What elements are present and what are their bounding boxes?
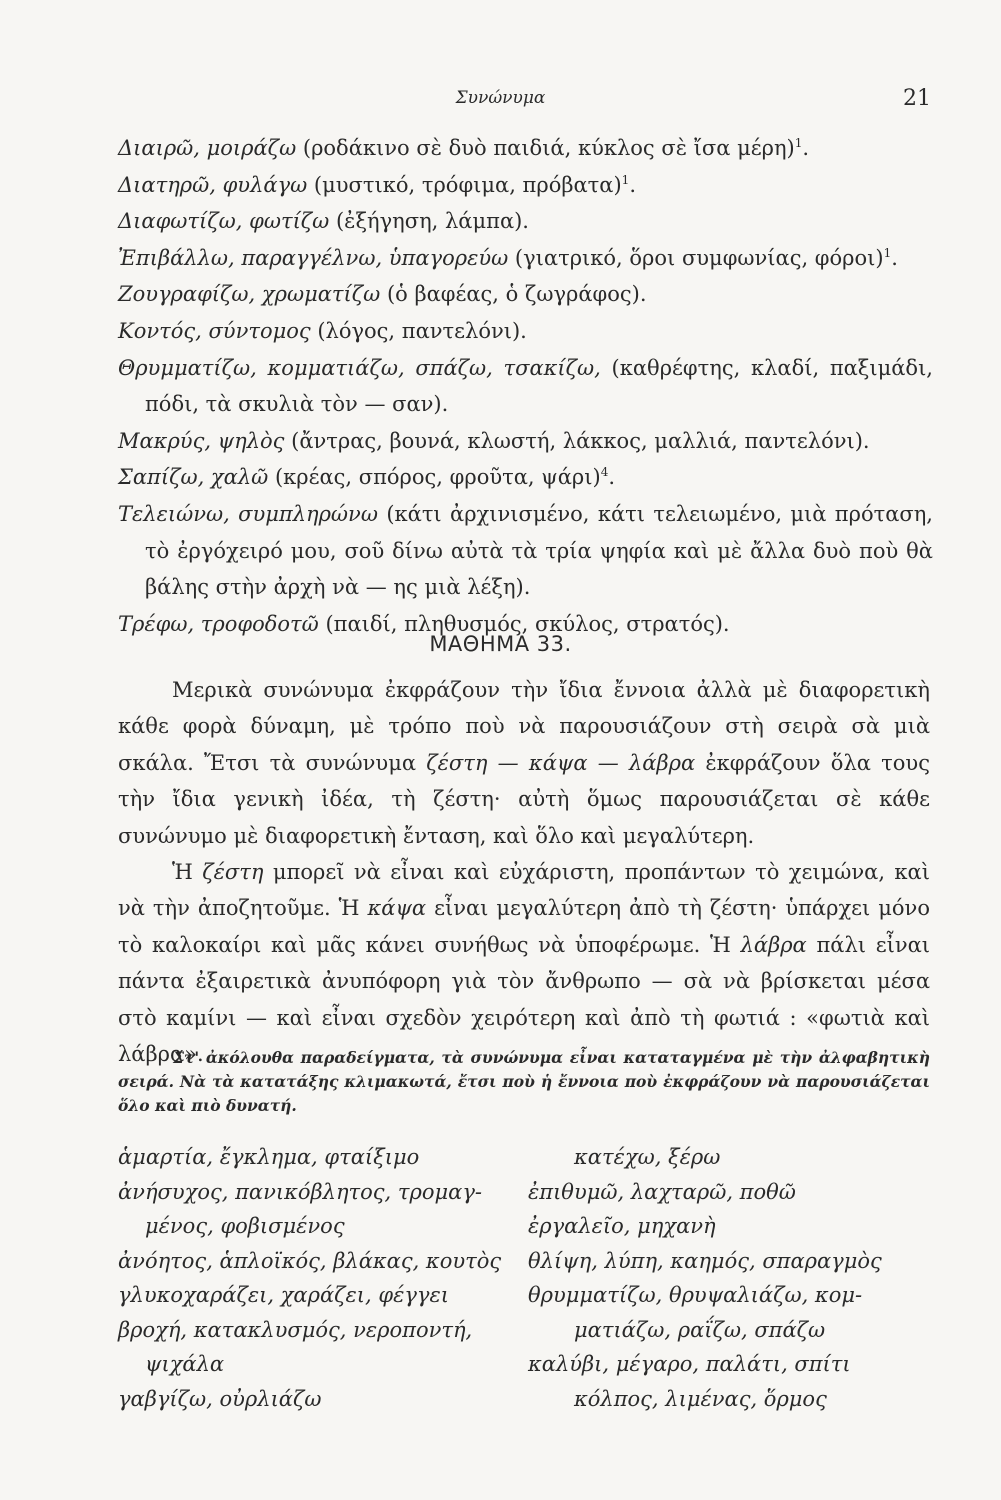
word-group: θλίψη, λύπη, καημός, σπαραγμὸς <box>528 1248 882 1273</box>
synonym-entry: Τρέφω, τροφοδοτῶ (παιδί, πληθυσμός, σκύλος, στρατός). <box>118 611 730 636</box>
lesson-paragraph: Μερικὰ συνώνυμα ἐκφράζουν τὴν ἴδια ἔννοια ἀλλὰ μὲ διαφορετικὴ κάθε φορὰ δύναμη, μὲ τρόπο ποὺ νὰ παρουσιάζουν στὴ σειρὰ σὰ μιὰ σκάλα. Ἔτσι τὰ συνώνυμα ζέστη — κάψα — λάβρα ἐκφράζουν ὅλα τους τὴν ἴδια γενικὴ ἰδέα, τὴ ζέστη· αὐτὴ ὅμως παρουσιάζεται σὲ κάθε συνώνυμο μὲ διαφορετικὴ ἔνταση, καὶ ὅλο καὶ μεγαλύτερη. <box>118 678 930 848</box>
word-group: κατέχω, ξέρω <box>574 1145 721 1169</box>
word-group: ἁμαρτία, ἔγκλημα, φταίξιμο <box>118 1145 420 1169</box>
synonym-entry: Μακρύς, ψηλὸς (ἄντρας, βουνά, κλωστή, λάκκος, μαλλιά, παντελόνι). <box>118 428 870 453</box>
synonym-entry: Διαιρῶ, μοιράζω (ροδάκινο σὲ δυὸ παιδιά, κύκλος σὲ ἴσα μέρη)$^1$. <box>118 136 810 160</box>
synonym-entry: Διαφωτίζω, φωτίζω (ἐξήγηση, λάμπα). <box>118 209 529 234</box>
lesson-body <box>118 672 930 1072</box>
running-title: Συνώνυμα <box>455 88 546 108</box>
word-group: καλύβι, μέγαρο, παλάτι, σπίτι <box>528 1352 851 1376</box>
synonym-entry: Σαπίζω, χαλῶ (κρέας, σπόρος, φροῦτα, ψάρι)$^4$. <box>118 465 616 490</box>
word-group: ἀνόητος, ἁπλοϊκός, βλάκας, κουτὸς <box>118 1248 502 1273</box>
word-group: βροχή, κατακλυσμός, νεροποντή, <box>118 1317 473 1342</box>
synonym-entry: Διατηρῶ, φυλάγω (μυστικό, τρόφιμα, πρόβατα)$^1$. <box>118 172 636 197</box>
word-group: ἐπιθυμῶ, λαχταρῶ, ποθῶ <box>528 1179 796 1204</box>
exercise-instruction: Στ' ἀκόλουθα παραδείγματα, τὰ συνώνυμα εἶναι καταταγμένα μὲ τὴν ἀλφαβητικὴ σειρά. Νὰ τὰ κατατάξης κλιμακωτά, ἔτσι ποὺ ἡ ἔννοια ποὺ ἐκφράζουν νὰ παρουσιάζεται ὅλο καὶ πιὸ δυνατή. <box>118 1048 930 1115</box>
word-group: κόλπος, λιμένας, ὅρμος <box>574 1386 827 1411</box>
word-groups-right <box>528 1140 928 1416</box>
synonym-entry: Θρυμματίζω, κομματιάζω, σπάζω, τσακίζω, (καθρέφτης, κλαδί, παξιμάδι, πόδι, τὰ σκυλιὰ τὸν — σαν). <box>118 355 933 417</box>
word-group-continuation: μένος, φοβισμένος <box>145 1214 345 1238</box>
word-group-continuation: ματιάζω, ραΐζω, σπάζω <box>574 1317 826 1342</box>
lesson-paragraph: Ἡ ζέστη μπορεῖ νὰ εἶναι καὶ εὐχάριστη, προπάντων τὸ χειμώνα, καὶ νὰ τὴν ἀποζητοῦμε. Ἡ κάψα εἶναι μεγαλύτερη ἀπὸ τὴ ζέστη· ὑπάρχει μόνο τὸ καλοκαίρι καὶ μᾶς κάνει συνήθως νὰ ὑποφέρωμε. Ἡ λάβρα πάλι εἶναι πάντα ἐξαιρετικὰ ἀνυπόφορη γιὰ τὸν ἄνθρωπο — σὰ νὰ βρίσκεται μέσα στὸ καμίνι — καὶ εἶναι σχεδὸν χειρότερη καὶ ἀπὸ τὴ φωτιά : «φωτιὰ καὶ λάβρα». <box>118 860 930 1067</box>
word-group: ἀνήσυχος, πανικόβλητος, τρομαγ- <box>118 1179 482 1204</box>
synonym-entry: Ἐπιβάλλω, παραγγέλνω, ὑπαγορεύω (γιατρικό, ὅροι συμφωνίας, φόροι)$^1$. <box>118 245 898 270</box>
word-group: ἐργαλεῖο, μηχανὴ <box>528 1214 716 1238</box>
page-number: 21 <box>903 86 931 111</box>
synonym-entries <box>118 130 933 642</box>
synonym-entry: Κοντός, σύντομος (λόγος, παντελόνι). <box>118 318 527 343</box>
word-group: γλυκοχαράζει, χαράζει, φέγγει <box>118 1283 449 1307</box>
synonym-entry: Τελειώνω, συμπληρώνω (κάτι ἀρχινισμένο, κάτι τελειωμένο, μιὰ πρόταση, τὸ ἐργόχειρό μου, σοῦ δίνω αὐτὰ τὰ τρία ψηφία καὶ μὲ ἄλλα δυὸ ποὺ θὰ βάλης στὴν ἀρχὴ νὰ — ης μιὰ λέξη). <box>118 501 933 600</box>
word-groups-left <box>118 1140 508 1416</box>
synonym-entry: Ζουγραφίζω, χρωματίζω (ὁ βαφέας, ὁ ζωγράφος). <box>118 282 647 307</box>
word-group: γαβγίζω, οὐρλιάζω <box>118 1386 322 1411</box>
word-group: θρυμματίζω, θρυψαλιάζω, κομ- <box>528 1283 863 1307</box>
lesson-heading: ΜΑΘΗΜΑ 33. <box>429 632 572 656</box>
word-group-continuation: ψιχάλα <box>145 1352 225 1376</box>
